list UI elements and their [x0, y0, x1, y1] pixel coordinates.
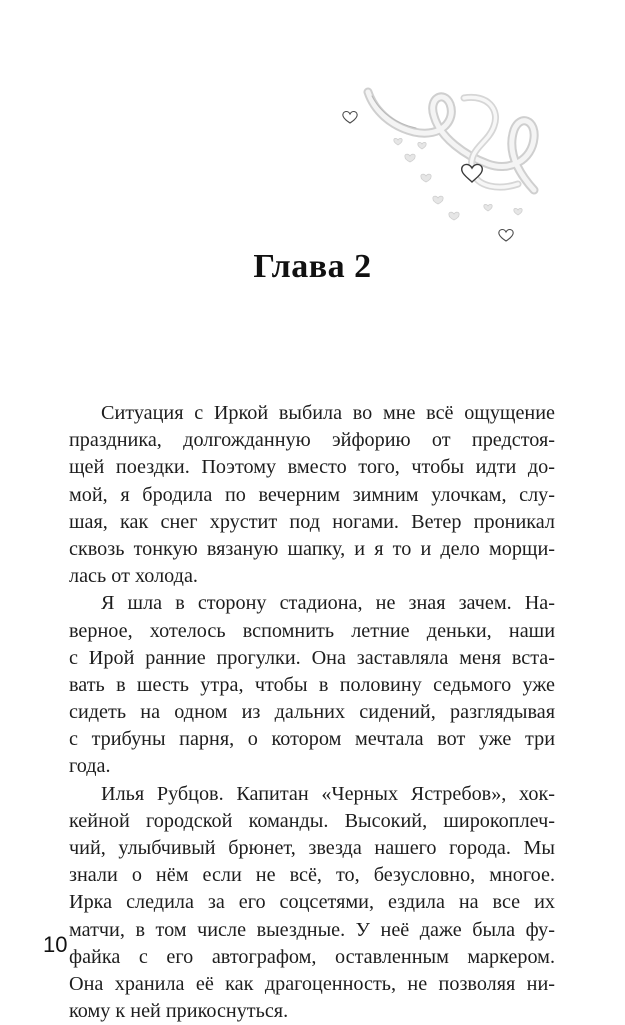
text-line: Она хранила её как драгоценность, не позволяя ни-	[69, 972, 555, 995]
text-line: мой, я бродила по вечерним зимним улочкам, слу-	[69, 483, 555, 506]
paragraph	[69, 590, 555, 780]
text-line: кому к ней прикоснуться.	[69, 1000, 289, 1023]
text-line: праздника, долгожданную эйфорию от предстоя-	[69, 429, 555, 452]
text-line: Ситуация с Иркой выбила во мне всё ощущение	[101, 402, 555, 424]
text-line: файка с его автографом, оставленным маркером.	[69, 945, 555, 968]
text-line: сквозь тонкую вязаную шапку, и я то и дело морщи-	[69, 537, 555, 560]
text-line: чий, улыбчивый брюнет, звезда нашего города. Мы	[69, 837, 555, 859]
text-line: знали о нём если не всё, то, безусловно, многое.	[69, 864, 555, 887]
text-line: матчи, в том числе выездные. У неё даже была фу-	[69, 918, 555, 941]
text-line: кейной городской команды. Высокий, широкоплеч-	[69, 809, 555, 832]
paragraph	[69, 400, 555, 590]
chapter-body	[69, 400, 555, 1025]
text-line: лась от холода.	[69, 565, 198, 588]
text-line: щей поездки. Поэтому вместо того, чтобы идти до-	[69, 456, 555, 479]
text-line: Илья Рубцов. Капитан «Черных Ястребов», хок-	[101, 782, 555, 805]
paragraph	[69, 781, 555, 1025]
text-line: сидеть на одном из дальних сидений, разглядывая	[69, 701, 555, 724]
text-line: Я шла в сторону стадиона, не зная зачем. На-	[101, 592, 555, 615]
text-line: Ирка следила за его соцсетями, ездила на все их	[69, 891, 555, 914]
text-line: с трибуны парня, о котором мечтала вот уже три	[69, 728, 555, 751]
text-line: года.	[69, 755, 111, 778]
text-line: вать в шесть утра, чтобы в половину седьмого уже	[69, 673, 555, 696]
chapter-title: Глава 2	[253, 248, 372, 285]
ribbon-hearts-ornament	[338, 86, 550, 246]
ribbon-icon	[368, 92, 534, 190]
text-line: верное, хотелось вспомнить летние деньки, наши	[69, 619, 555, 642]
text-line: с Ирой ранние прогулки. Она заставляла меня вста-	[69, 646, 555, 669]
text-line: шая, как снег хрустит под ногами. Ветер проникал	[69, 510, 555, 533]
page-number: 10	[43, 932, 68, 957]
